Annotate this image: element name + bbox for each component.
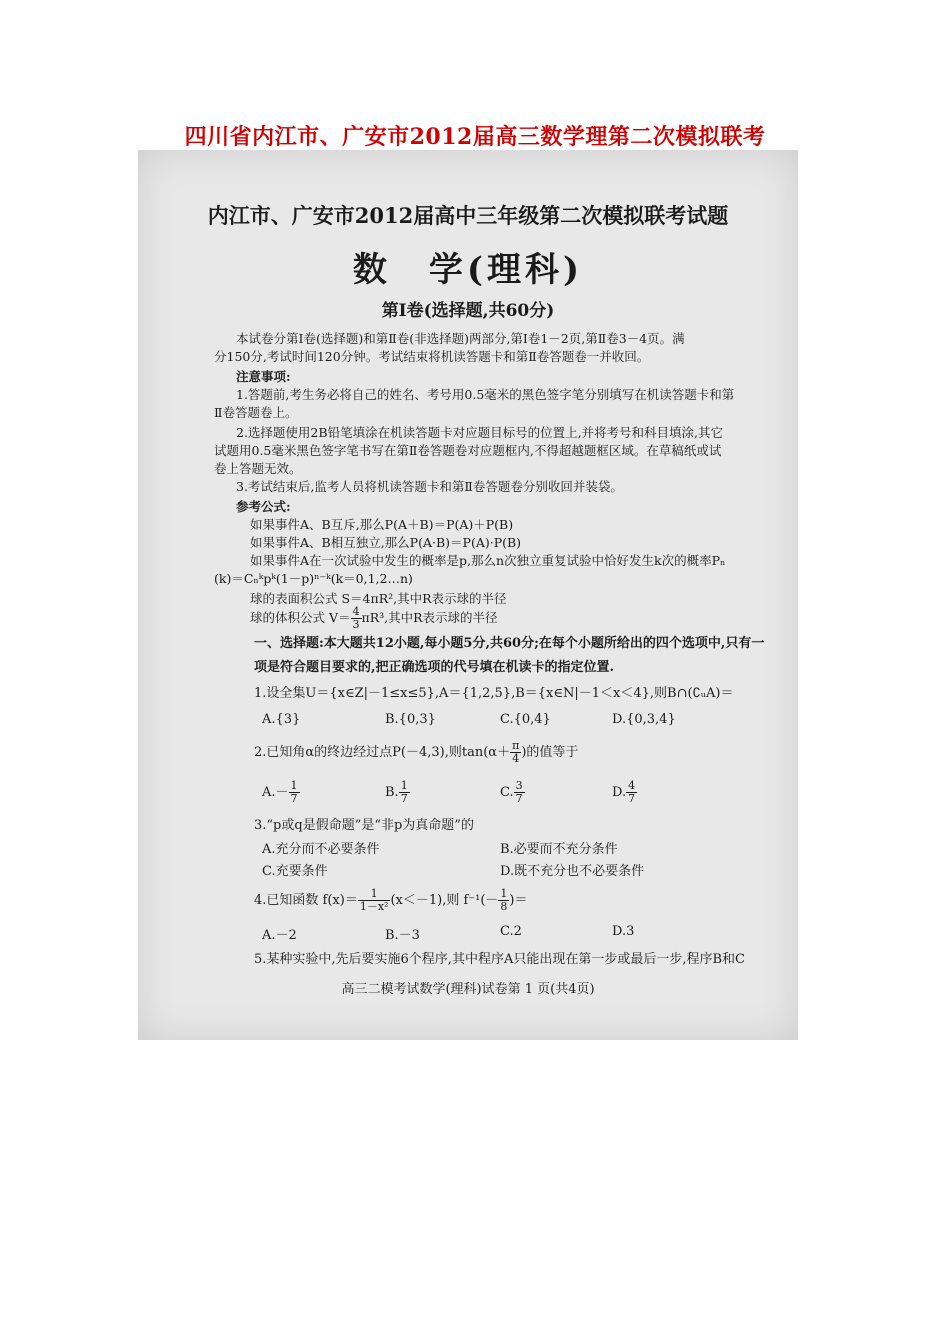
formula: 球的表面积公式 S＝4πR²,其中R表示球的半径 <box>250 591 507 606</box>
fraction: $\frac{1}{7}$ <box>400 779 408 805</box>
fraction: $\frac{1}{8}$ <box>500 887 508 913</box>
option: A.－2 <box>262 928 297 943</box>
notice-item: 1.答题前,考生务必将自己的姓名、考号用0.5毫米的黑色签字笔分别填写在机读答题卡和第 <box>236 387 735 402</box>
option: D.既不充分也不必要条件 <box>500 864 645 879</box>
fraction: $\frac{4}{7}$ <box>628 779 636 805</box>
formula: (k)＝Cₙᵏpᵏ(1－p)ⁿ⁻ᵏ(k＝0,1,2…n) <box>214 571 413 586</box>
option: D. $\frac{4}{7}$ <box>612 779 636 805</box>
fraction: $\frac{\pi}{4}$ <box>512 739 520 765</box>
fraction: $\frac{4}{3}$ <box>352 605 360 631</box>
option: A.{3} <box>262 712 301 727</box>
option: B.必要而不充分条件 <box>500 842 618 857</box>
option: B.－3 <box>385 928 420 943</box>
formula-volume: 球的体积公式 V＝ $\frac{4}{3}$ πR³,其中R表示球的半径 <box>250 605 498 631</box>
question-4: 4.已知函数 f(x)＝ $\frac{1}{\text{1－x²}}$ (x＜－1),则 f⁻¹(－ $\frac{1}{8}$ )＝ <box>254 887 528 913</box>
option: B. $\frac{1}{7}$ <box>385 779 408 805</box>
notice-item: Ⅱ卷答题卷上。 <box>214 405 298 420</box>
notice-heading: 注意事项: <box>236 369 291 384</box>
question-5: 5.某种实验中,先后要实施6个程序,其中程序A只能出现在第一步或最后一步,程序B和C <box>254 952 745 967</box>
fraction: $\frac{1}{7}$ <box>290 779 298 805</box>
notice-item: 2.选择题使用2B铅笔填涂在机读答题卡对应题目标号的位置上,并将考号和科目填涂,其它 <box>236 425 724 440</box>
notice-item: 卷上答题无效。 <box>214 461 302 476</box>
option: A.充分而不必要条件 <box>262 842 380 857</box>
fraction: $\frac{1}{\text{1－x²}}$ <box>359 887 389 913</box>
question-1: 1.设全集U＝{x∈Z|－1≤x≤5},A＝{1,2,5},B＝{x∈N|－1＜x＜4},则B∩(∁ᵤA)＝ <box>254 686 734 701</box>
formula: 如果事件A在一次试验中发生的概率是p,那么n次独立重复试验中恰好发生k次的概率Pₙ <box>250 553 726 568</box>
notice-item: 试题用0.5毫米黑色签字笔书写在第Ⅱ卷答题卷对应题框内,不得超越题框区域。在草稿纸或试 <box>214 443 722 458</box>
option: C.{0,4} <box>500 712 551 727</box>
document-title: 四川省内江市、广安市2012届高三数学理第二次模拟联考 <box>184 124 766 150</box>
option: D.{0,3,4} <box>612 712 676 727</box>
notice-item: 3.考试结束后,监考人员将机读答题卡和第Ⅱ卷答题卷分别收回并装袋。 <box>236 479 623 494</box>
formula: 如果事件A、B相互独立,那么P(A·B)＝P(A)·P(B) <box>250 535 522 550</box>
part-heading: 一、选择题:本大题共12小题,每小题5分,共60分;在每个小题所给出的四个选项中,只有一 <box>254 636 765 651</box>
question-3: 3.“p或q是假命题”是“非p为真命题”的 <box>254 818 474 833</box>
option: C. $\frac{3}{7}$ <box>500 779 523 805</box>
intro-text: 本试卷分第Ⅰ卷(选择题)和第Ⅱ卷(非选择题)两部分,第Ⅰ卷1－2页,第Ⅱ卷3－4页。满 <box>236 331 685 346</box>
fraction: $\frac{3}{7}$ <box>515 779 523 805</box>
page-footer: 高三二模考试数学(理科)试卷第 1 页(共4页) <box>341 982 595 997</box>
option: C.充要条件 <box>262 864 328 879</box>
intro-text: 分150分,考试时间120分钟。考试结束将机读答题卡和第Ⅱ卷答题卷一并收回。 <box>214 349 650 364</box>
option: B.{0,3} <box>385 712 436 727</box>
formula-heading: 参考公式: <box>236 499 291 514</box>
exam-title: 内江市、广安市2012届高中三年级第二次模拟联考试题 <box>207 203 729 228</box>
question-2: 2.已知角α的终边经过点P(－4,3),则tan(α＋ $\frac{\pi}{4}$ )的值等于 <box>254 739 579 765</box>
part-heading: 项是符合题目要求的,把正确选项的代号填在机读卡的指定位置. <box>254 660 615 675</box>
option: A.－ $\frac{1}{7}$ <box>262 779 298 805</box>
exam-subject: 数 学(理科) <box>352 250 584 290</box>
option: C.2 <box>500 924 522 939</box>
scanned-exam-page <box>138 150 798 1040</box>
formula: 如果事件A、B互斥,那么P(A＋B)＝P(A)＋P(B) <box>250 517 514 532</box>
option: D.3 <box>612 924 635 939</box>
section-title: 第Ⅰ卷(选择题,共60分) <box>381 301 555 321</box>
